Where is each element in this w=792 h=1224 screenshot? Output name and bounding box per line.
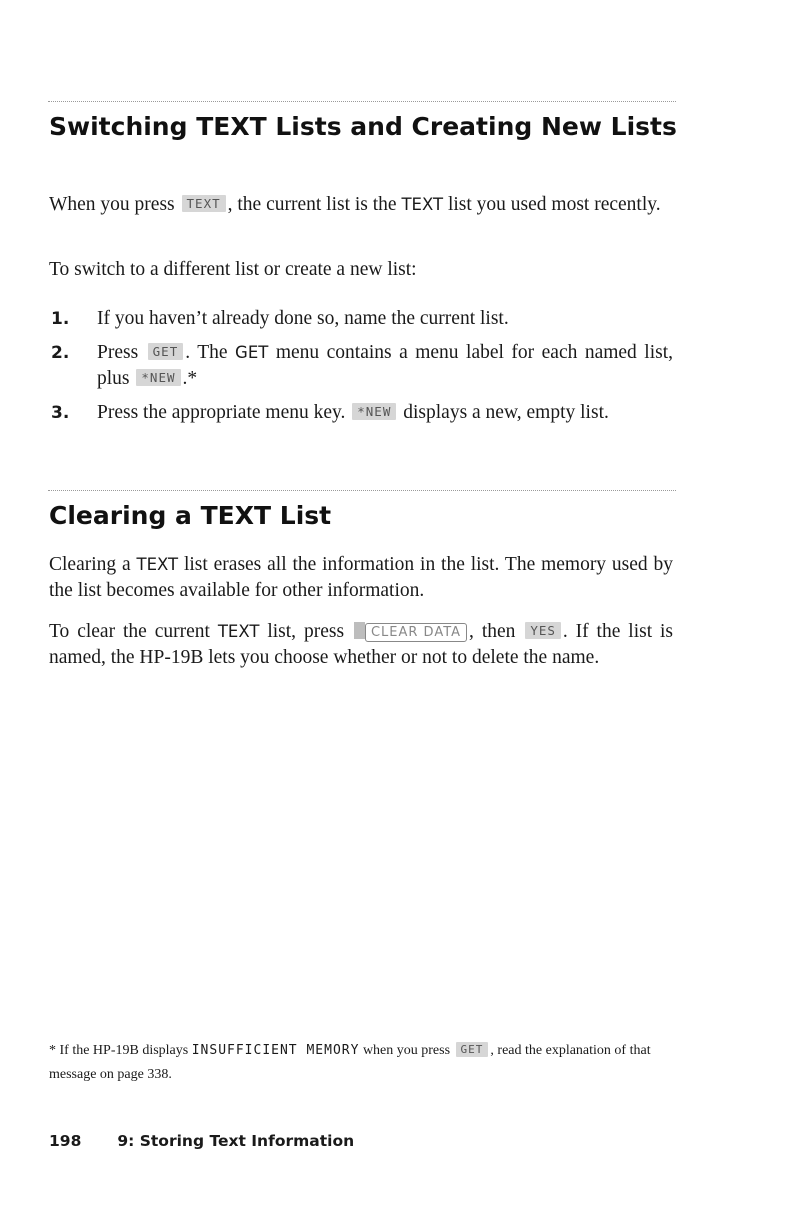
shift-key-icon [354, 622, 365, 639]
get-key: GET [456, 1042, 489, 1057]
section-divider [48, 490, 676, 491]
steps-list [49, 306, 673, 434]
steps-lead-paragraph: To switch to a different list or create a new list: [49, 259, 417, 280]
step-1: 1. If you haven’t already done so, name the current list. [49, 306, 673, 332]
clear-instructions-paragraph: To clear the current TEXT list, press CLEAR DATA , then YES . If the list is named, the HP-19B lets you choose whether or not to delete the name. [49, 621, 674, 668]
text-term: TEXT [217, 622, 260, 641]
step-number: 1. [51, 309, 70, 329]
step-number: 3. [51, 403, 70, 423]
get-key: GET [148, 343, 184, 360]
text-term: TEXT [136, 555, 179, 574]
yes-key: YES [525, 622, 561, 639]
new-key: *NEW [136, 369, 180, 386]
page-number: 198 [49, 1132, 82, 1150]
step-3: 3. Press the appropriate menu key. *NEW displays a new, empty list. [49, 400, 673, 426]
section-heading-switching-lists: Switching TEXT Lists and Creating New Lists [49, 112, 677, 141]
chapter-title: 9: Storing Text Information [117, 1132, 355, 1150]
text-key: TEXT [182, 195, 226, 212]
clear-data-key: CLEAR DATA [365, 623, 467, 642]
top-divider [48, 101, 676, 102]
intro-paragraph: When you press TEXT , the current list is the TEXT list you used most recently. [49, 194, 661, 215]
get-term: GET [235, 343, 269, 362]
new-key: *NEW [352, 403, 396, 420]
step-number: 2. [51, 343, 70, 363]
text-term: TEXT [401, 195, 444, 214]
page-footer [49, 1132, 354, 1150]
section-heading-clearing-list: Clearing a TEXT List [49, 501, 332, 530]
step-2: 2. Press GET . The GET menu contains a menu label for each named list, plus *NEW .* [51, 342, 674, 389]
insufficient-memory-message: INSUFFICIENT MEMORY [191, 1043, 360, 1058]
footnote: * If the HP-19B displays INSUFFICIENT MEMORY when you press GET , read the explanation of that message on page 338. [49, 1043, 651, 1082]
clearing-paragraph: Clearing a TEXT list erases all the information in the list. The memory used by the list becomes available for other information. [49, 554, 673, 601]
